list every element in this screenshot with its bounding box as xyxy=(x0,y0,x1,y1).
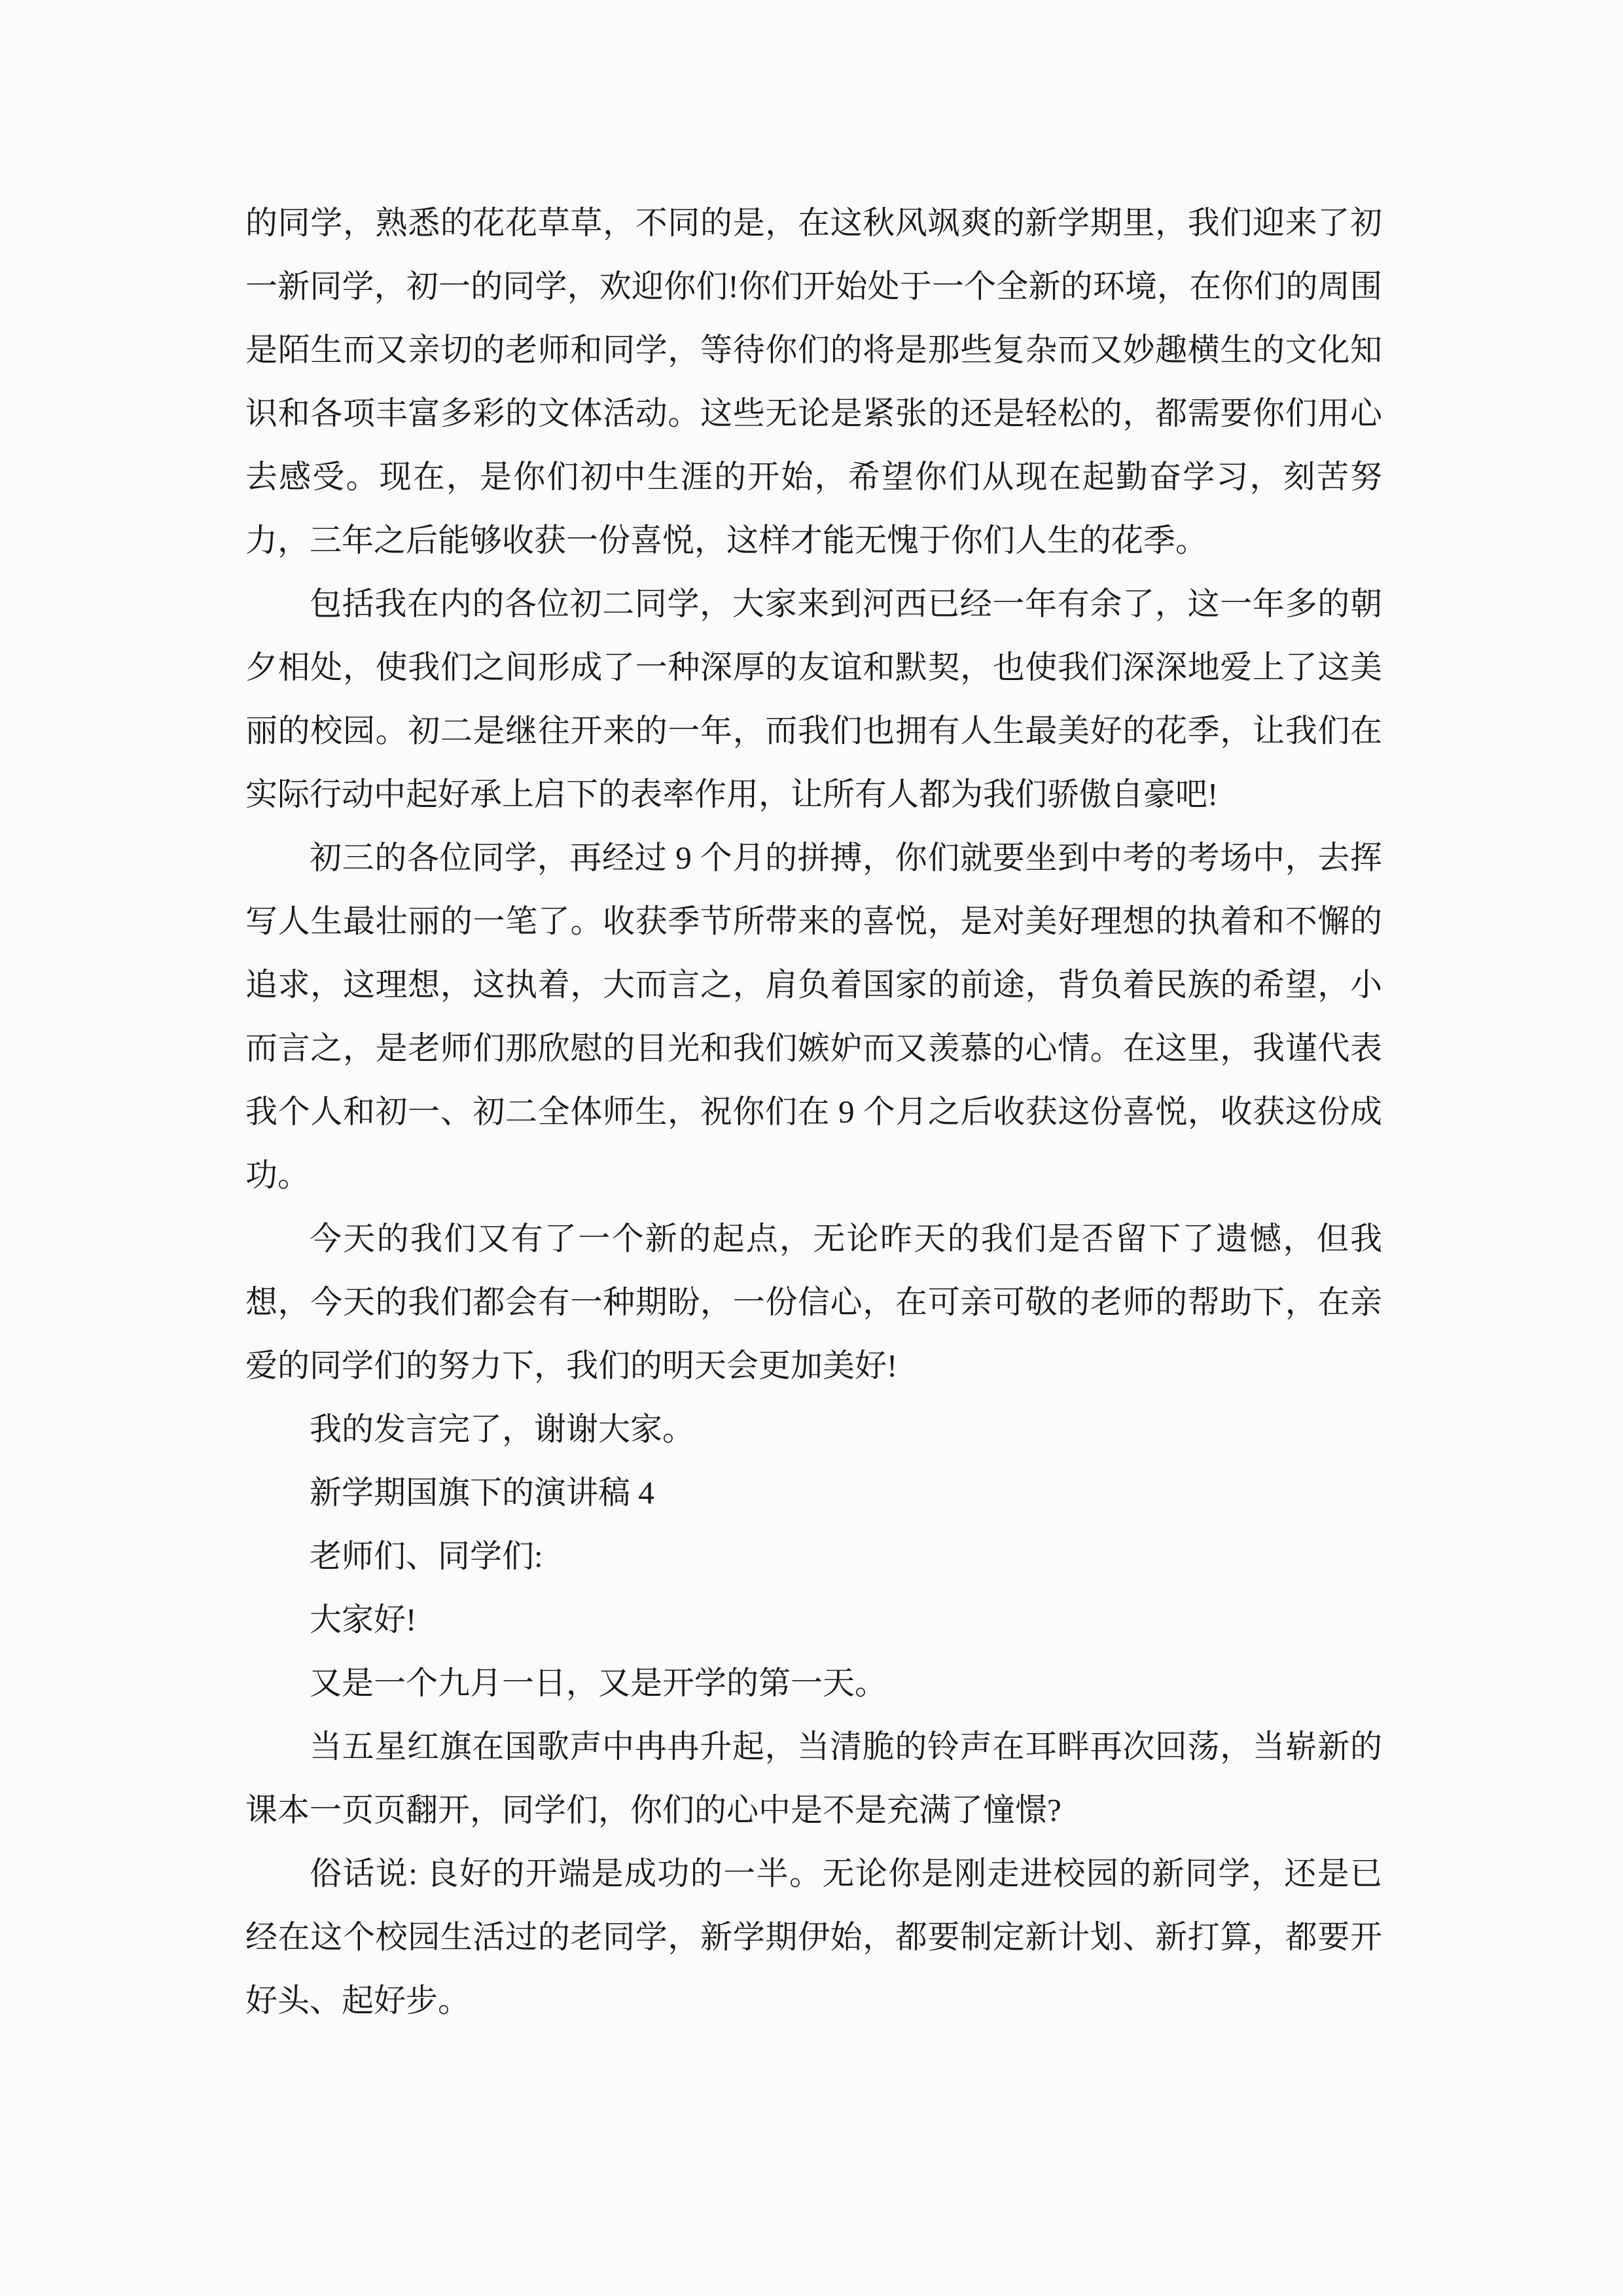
paragraph: 当五星红旗在国歌声中冉冉升起，当清脆的铃声在耳畔再次回荡，当崭新的课本一页页翻开，同学们，你们的心中是不是充满了憧憬? xyxy=(245,1729,1382,1828)
speech-text-block xyxy=(245,191,1382,2032)
paragraph: 的同学，熟悉的花花草草，不同的是，在这秋风飒爽的新学期里，我们迎来了初一新同学，初一的同学，欢迎你们!你们开始处于一个全新的环境，在你们的周围是陌生而又亲切的老师和同学，等待你们的将是那些复杂而又妙趣横生的文化知识和各项丰富多彩的文体活动。这些无论是紧张的还是轻松的，都需要你们用心去感受。现在，是你们初中生涯的开始，希望你们从现在起勤奋学习，刻苦努力，三年之后能够收获一份喜悦，这样才能无愧于你们人生的花季。 xyxy=(245,205,1382,558)
paragraph: 俗话说: 良好的开端是成功的一半。无论你是刚走进校园的新同学，还是已经在这个校园生活过的老同学，新学期伊始，都要制定新计划、新打算，都要开好头、起好步。 xyxy=(245,1856,1382,2018)
paragraph: 包括我在内的各位初二同学，大家来到河西已经一年有余了，这一年多的朝夕相处，使我们之间形成了一种深厚的友谊和默契，也使我们深深地爱上了这美丽的校园。初二是继往开来的一年，而我们也拥有人生最美好的花季，让我们在实际行动中起好承上启下的表率作用，让所有人都为我们骄傲自豪吧! xyxy=(245,586,1382,812)
paragraph: 今天的我们又有了一个新的起点，无论昨天的我们是否留下了遗憾，但我想，今天的我们都会有一种期盼，一份信心，在可亲可敬的老师的帮助下，在亲爱的同学们的努力下，我们的明天会更加美好! xyxy=(245,1221,1382,1384)
salutation: 老师们、同学们: xyxy=(310,1538,543,1574)
paragraph: 初三的各位同学，再经过 9 个月的拼搏，你们就要坐到中考的考场中，去挥写人生最壮丽的一笔了。收获季节所带来的喜悦，是对美好理想的执着和不懈的追求，这理想，这执着，大而言之，肩负着国家的前途，背负着民族的希望，小而言之，是老师们那欣慰的目光和我们嫉妒而又羡慕的心情。在这里，我谨代表我个人和初一、初二全体师生，祝你们在 9 个月之后收获这份喜悦，收获这份成功。 xyxy=(245,840,1382,1193)
paragraph: 我的发言完了，谢谢大家。 xyxy=(310,1411,695,1447)
paragraph: 大家好! xyxy=(310,1602,417,1638)
paragraph: 又是一个九月一日，又是开学的第一天。 xyxy=(310,1665,887,1701)
section-title: 新学期国旗下的演讲稿 4 xyxy=(310,1475,654,1511)
